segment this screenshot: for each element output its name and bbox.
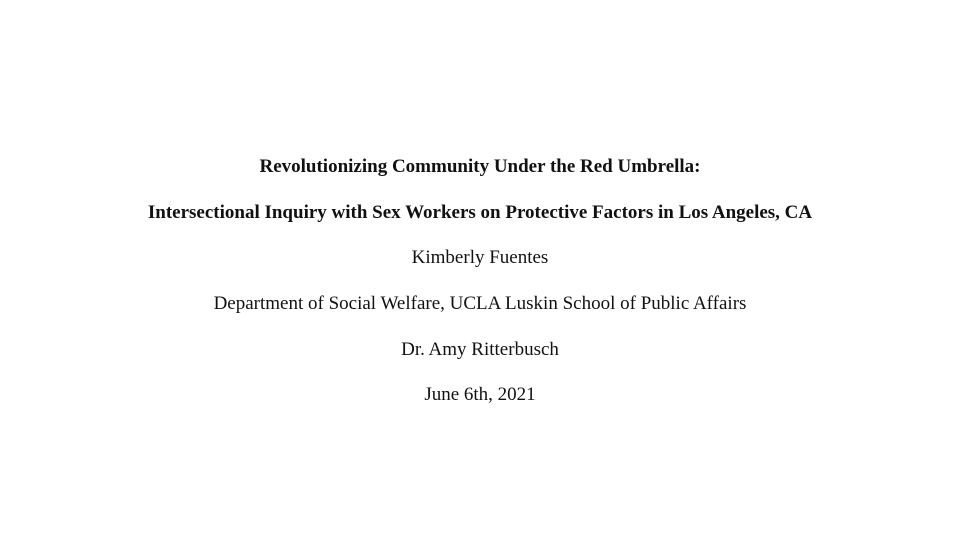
date: June 6th, 2021 <box>424 384 536 405</box>
title-line-2: Intersectional Inquiry with Sex Workers on Protective Factors in Los Angeles, CA <box>147 202 813 223</box>
author-name: Kimberly Fuentes <box>411 247 549 268</box>
advisor-name: Dr. Amy Ritterbusch <box>401 339 559 360</box>
affiliation: Department of Social Welfare, UCLA Luskin School of Public Affairs <box>213 293 747 314</box>
title-line-1: Revolutionizing Community Under the Red Umbrella: <box>259 156 701 177</box>
